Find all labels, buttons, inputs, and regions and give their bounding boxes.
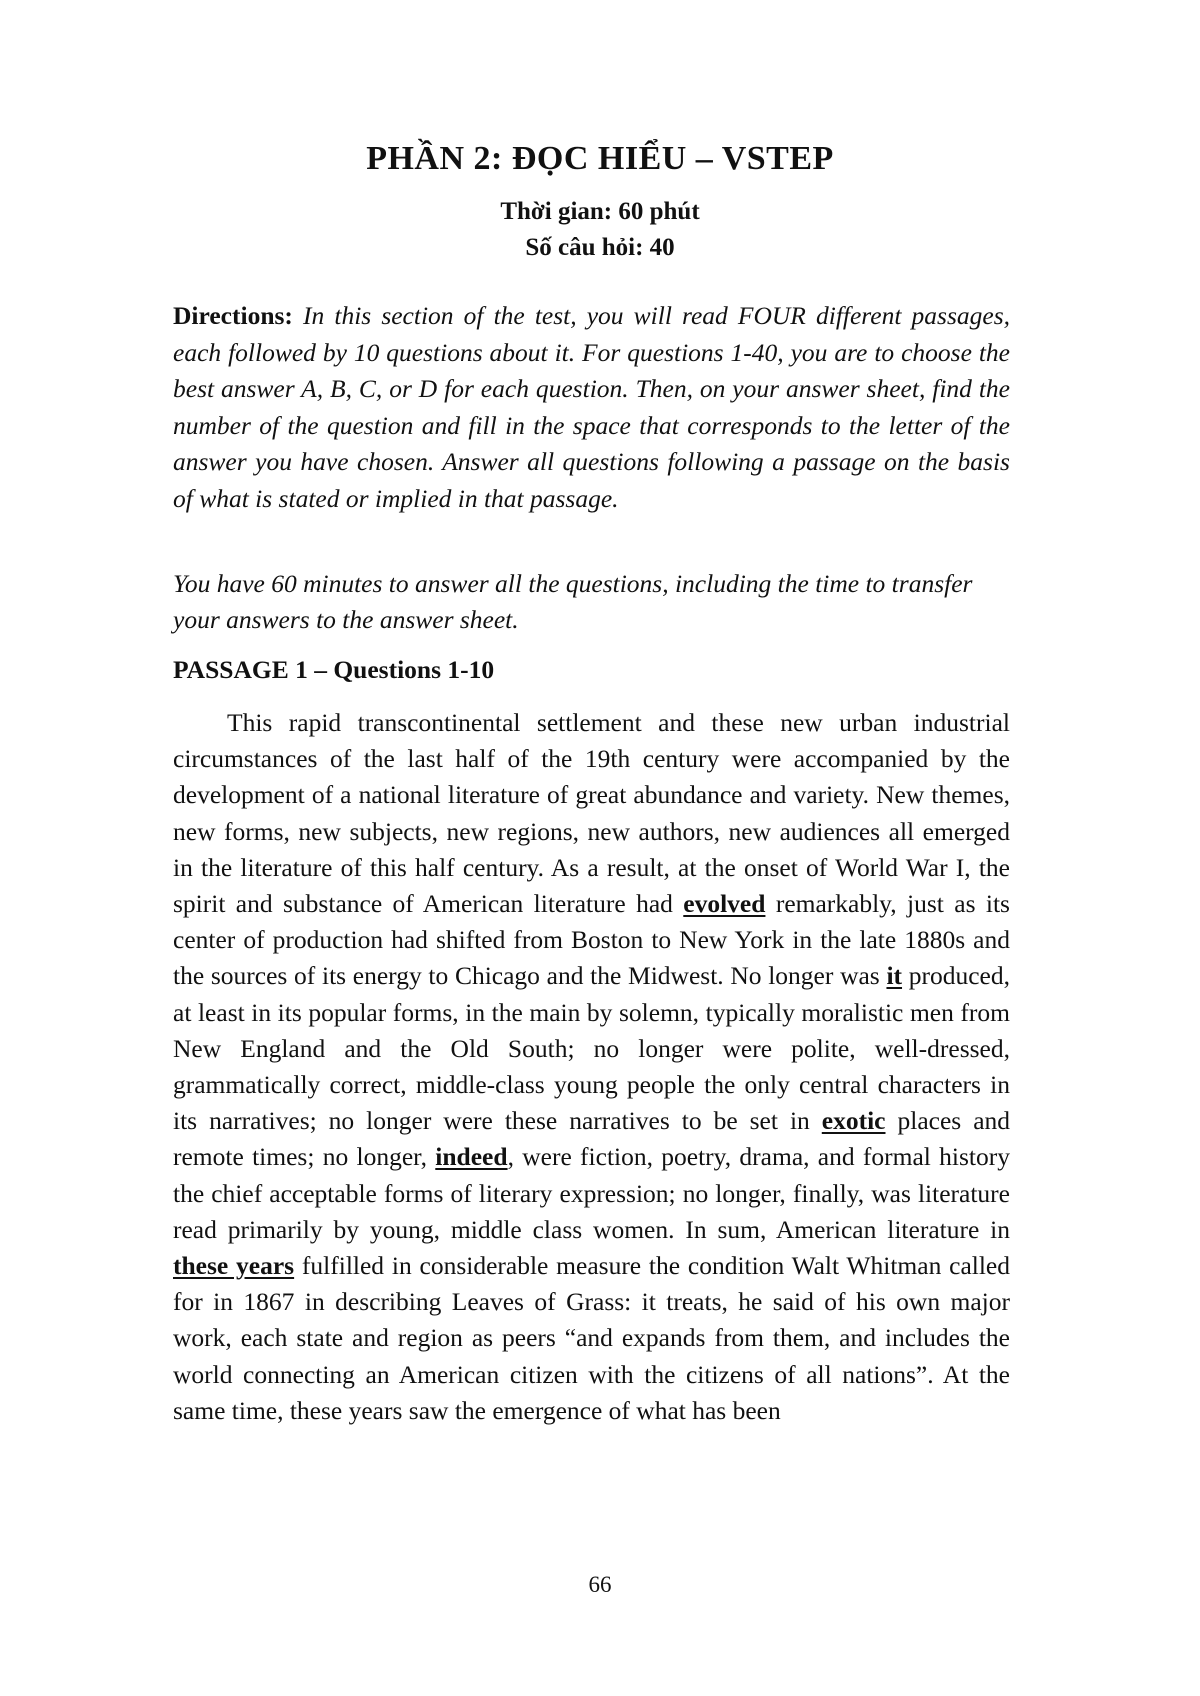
directions-paragraph [173,298,1010,517]
passage-text [173,705,1010,1429]
timing-note: You have 60 minutes to answer all the questions, including the time to transfer your answers to the answer sheet. [173,569,973,634]
keyword-it: it [886,961,903,991]
passage-segment: places and remote times; no longer, [173,1106,1011,1172]
keyword-exotic: exotic [821,1106,886,1136]
question-count: Số câu hỏi: 40 [525,234,675,261]
passage-segment: produced, at least in its popular forms, in the main by solemn, typically moralistic men from New England and the Old South; no longer were polite, well-dressed, grammatically correct, middle-class young people the only central characters in its narratives; no longer were these narratives to be set in [173,961,1010,1136]
passage-segment: remarkably, just as its center of production had shifted from Boston to New York in the late 1880s and the sources of its energy to Chicago and the Midwest. No longer was [173,889,1010,991]
passage-heading: PASSAGE 1 – Questions 1-10 [173,655,495,684]
keyword-indeed: indeed [435,1142,508,1172]
section-title: PHẦN 2: ĐỌC HIỂU – VSTEP [366,140,834,177]
keyword-these-years: these years [173,1251,295,1281]
passage-segment: , were fiction, poetry, drama, and formal history the chief acceptable forms of literary expression; no longer, finally, was literature read primarily by young, middle class women. In sum, American literature in [173,1142,1010,1244]
keyword-evolved: evolved [683,889,766,919]
passage-segment: This rapid transcontinental settlement and these new urban industrial circumstances of the last half of the 19th century were accompanied by the development of a national literature of great abundance and variety. New themes, new forms, new subjects, new regions, new authors, new audiences all emerged in the literature of this half century. As a result, at the onset of World War I, the spirit and substance of American literature had [173,708,1010,919]
directions-text: In this section of the test, you will read FOUR different passages, each followed by 10 questions about it. For questions 1-40, you are to choose the best answer A, B, C, or D for each question. Then, on your answer sheet, find the number of the question and fill in the space that corresponds to the letter of the answer you have chosen. Answer all questions following a passage on the basis of what is stated or implied in that passage. [173,301,1010,513]
page-number: 66 [588,1572,612,1597]
time-limit: Thời gian: 60 phút [500,198,700,225]
passage-segment: fulfilled in considerable measure the condition Walt Whitman called for in 1867 in describing Leaves of Grass: it treats, he said of his own major work, each state and region as peers “and expands from them, and includes the world connecting an American citizen with the citizens of all nations”. At the same time, these years saw the emergence of what has been [173,1251,1010,1425]
directions-label: Directions: [173,301,293,330]
